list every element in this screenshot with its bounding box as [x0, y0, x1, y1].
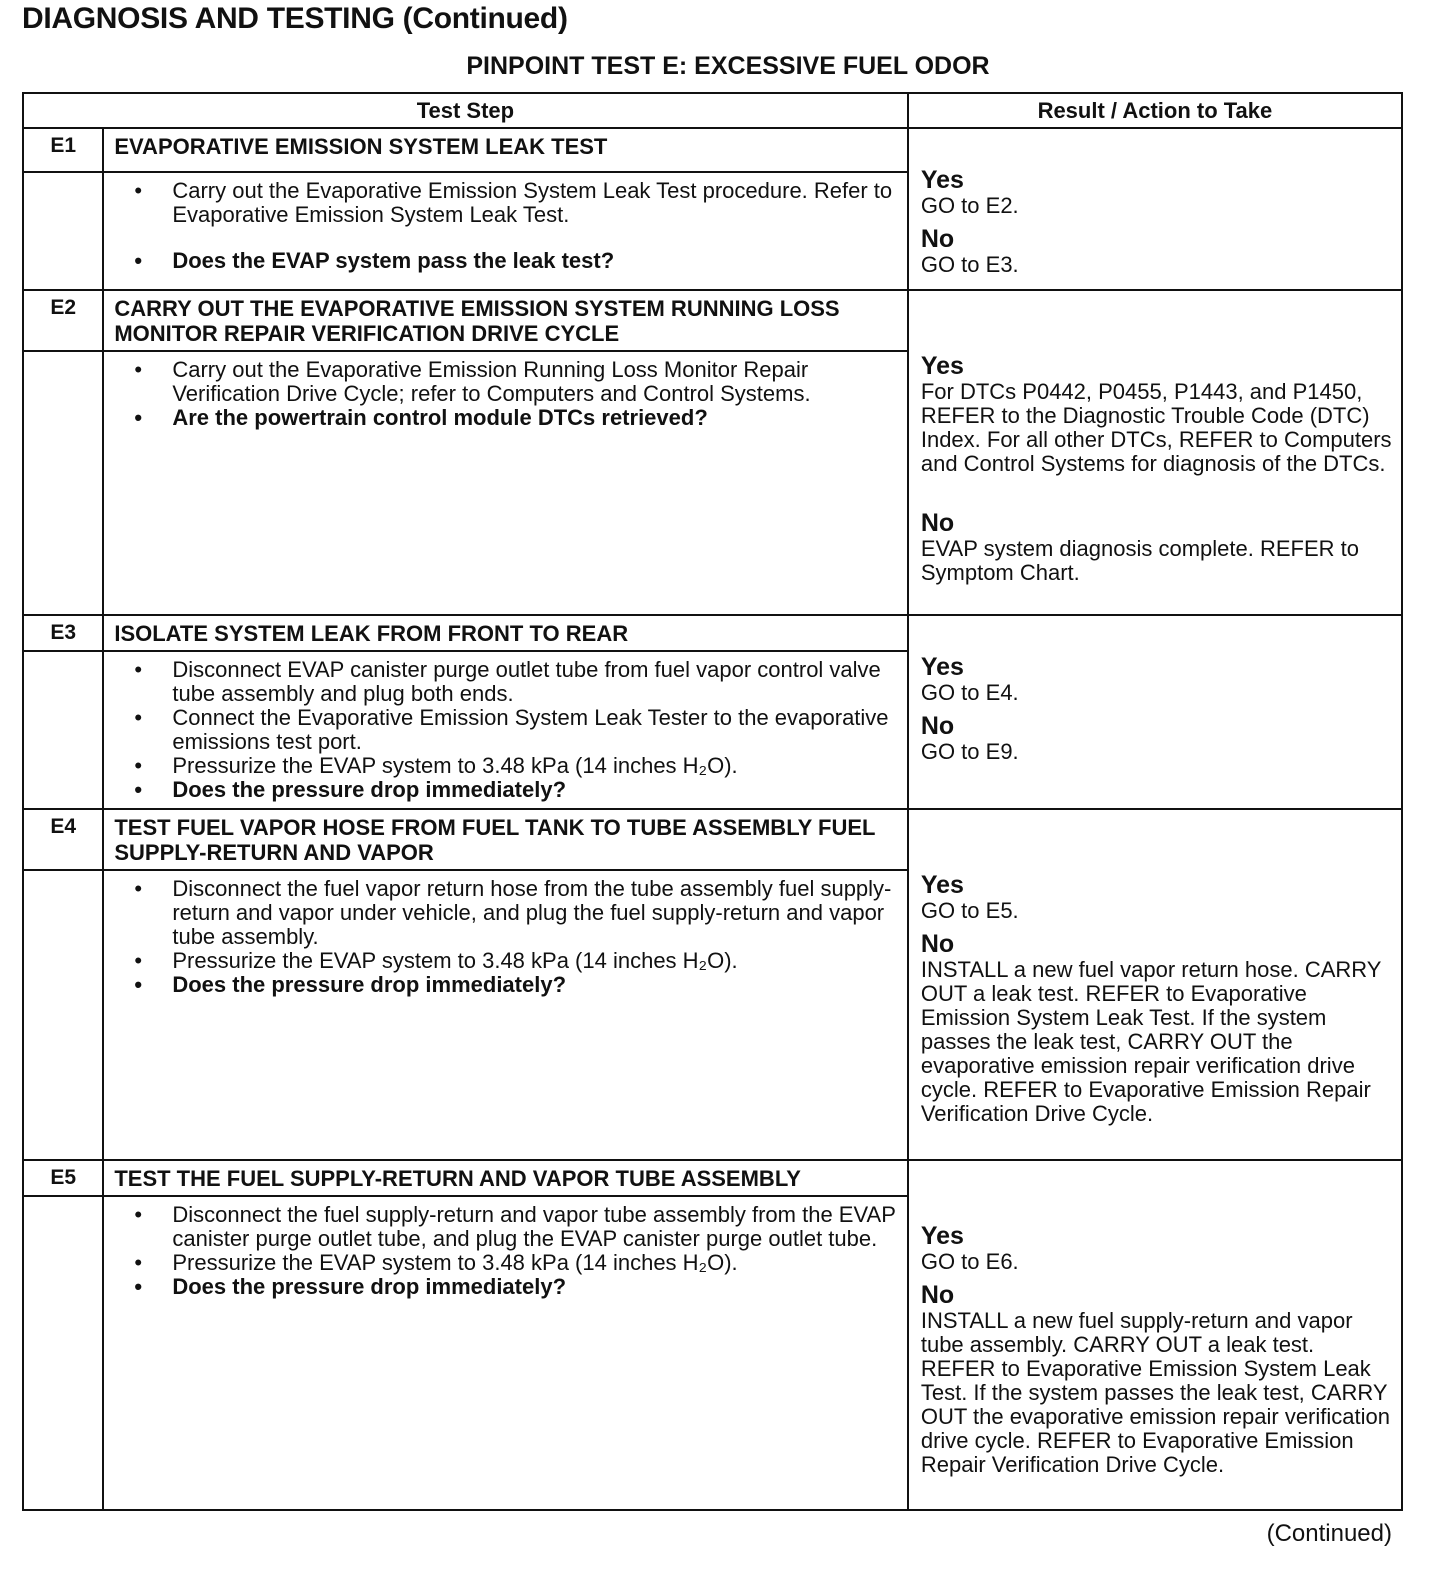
yes-action: GO to E6. — [920, 1249, 1019, 1274]
step-body — [103, 870, 908, 1160]
test-step-e1 — [23, 128, 1402, 290]
no-action: GO to E9. — [920, 739, 1019, 764]
no-label: No — [920, 225, 955, 253]
list-item: • Pressurize the EVAP system to 3.48 kPa (14 inches H₂O). — [172, 949, 897, 973]
step-result — [908, 809, 1402, 1160]
step-result — [908, 1160, 1402, 1510]
yes-label: Yes — [920, 166, 964, 194]
list-item: • Does the pressure drop immediately? — [172, 778, 897, 802]
step-title: ISOLATE SYSTEM LEAK FROM FRONT TO REAR — [103, 615, 908, 651]
list-item: • Does the pressure drop immediately? — [172, 973, 897, 997]
no-action: GO to E3. — [920, 252, 1019, 277]
test-step-e4 — [23, 809, 1402, 1160]
step-id: E1 — [23, 128, 103, 172]
column-header-test-step: Test Step — [23, 93, 908, 128]
list-item: • Disconnect the fuel vapor return hose from the tube assembly fuel supply-return and vapor under vehicle, and plug the fuel supply-return and vapor tube assembly. — [172, 877, 897, 949]
yes-action: GO to E4. — [920, 680, 1019, 705]
yes-label: Yes — [920, 352, 964, 380]
step-spacer — [23, 651, 103, 809]
table-header-row — [23, 93, 1402, 128]
no-label: No — [920, 1281, 955, 1309]
step-body — [103, 351, 908, 615]
step-result — [908, 615, 1402, 809]
step-id: E2 — [23, 290, 103, 351]
step-id: E3 — [23, 615, 103, 651]
step-spacer — [23, 172, 103, 290]
yes-label: Yes — [920, 653, 964, 681]
list-item: • Carry out the Evaporative Emission Running Loss Monitor Repair Verification Drive Cycle; refer to Computers and Control Systems. — [172, 358, 897, 406]
list-item: • Pressurize the EVAP system to 3.48 kPa (14 inches H₂O). — [172, 1251, 897, 1275]
step-id: E4 — [23, 809, 103, 870]
list-item: • Carry out the Evaporative Emission System Leak Test procedure. Refer to Evaporative Emission System Leak Test. — [172, 179, 897, 227]
no-action: INSTALL a new fuel vapor return hose. CARRY OUT a leak test. REFER to Evaporative Emission System Leak Test. If the system passes the leak test, CARRY OUT the evaporative emission repair verification drive cycle. REFER to Evaporative Emission Repair Verification Drive Cycle. — [920, 957, 1382, 1126]
pinpoint-test-title: PINPOINT TEST E: EXCESSIVE FUEL ODOR — [466, 52, 990, 80]
pinpoint-test-table — [22, 92, 1403, 1511]
yes-action: GO to E5. — [920, 898, 1019, 923]
list-item: • Disconnect EVAP canister purge outlet tube from fuel vapor control valve tube assembly and plug both ends. — [172, 658, 897, 706]
step-result — [908, 290, 1402, 615]
step-body — [103, 172, 908, 290]
no-action: INSTALL a new fuel supply-return and vapor tube assembly. CARRY OUT a leak test. REFER to Evaporative Emission System Leak Test. If the system passes the leak test, CARRY OUT the evaporative emission repair verification drive cycle. REFER to Evaporative Emission Repair Verification Drive Cycle. — [920, 1308, 1390, 1477]
section-title: DIAGNOSIS AND TESTING (Continued) — [22, 2, 568, 35]
no-action: EVAP system diagnosis complete. REFER to Symptom Chart. — [920, 536, 1359, 585]
step-spacer — [23, 351, 103, 615]
list-item: • Are the powertrain control module DTCs retrieved? — [172, 406, 897, 430]
list-item: • Does the EVAP system pass the leak test? — [172, 249, 897, 273]
step-spacer — [23, 1196, 103, 1510]
no-label: No — [920, 930, 955, 958]
yes-label: Yes — [920, 871, 964, 899]
list-item: • Does the pressure drop immediately? — [172, 1275, 897, 1299]
step-body — [103, 651, 908, 809]
list-item: • Connect the Evaporative Emission System Leak Tester to the evaporative emissions test port. — [172, 706, 897, 754]
test-step-e5 — [23, 1160, 1402, 1510]
step-body — [103, 1196, 908, 1510]
column-header-result: Result / Action to Take — [908, 93, 1402, 128]
step-result — [908, 128, 1402, 290]
step-id: E5 — [23, 1160, 103, 1196]
no-label: No — [920, 712, 955, 740]
yes-action: GO to E2. — [920, 193, 1019, 218]
list-item: • Pressurize the EVAP system to 3.48 kPa (14 inches H₂O). — [172, 754, 897, 778]
step-title: EVAPORATIVE EMISSION SYSTEM LEAK TEST — [103, 128, 908, 172]
step-title: TEST FUEL VAPOR HOSE FROM FUEL TANK TO TUBE ASSEMBLY FUEL SUPPLY-RETURN AND VAPOR — [103, 809, 908, 870]
test-step-e3 — [23, 615, 1402, 809]
list-item: • Disconnect the fuel supply-return and vapor tube assembly from the EVAP canister purge outlet tube, and plug the EVAP canister purge outlet tube. — [172, 1203, 897, 1251]
no-label: No — [920, 509, 955, 537]
step-title: CARRY OUT THE EVAPORATIVE EMISSION SYSTEM RUNNING LOSS MONITOR REPAIR VERIFICATION DRIVE CYCLE — [103, 290, 908, 351]
yes-label: Yes — [920, 1222, 964, 1250]
step-title: TEST THE FUEL SUPPLY-RETURN AND VAPOR TUBE ASSEMBLY — [103, 1160, 908, 1196]
test-step-e2 — [23, 290, 1402, 615]
yes-action: For DTCs P0442, P0455, P1443, and P1450, REFER to the Diagnostic Trouble Code (DTC) Index. For all other DTCs, REFER to Computers and Control Systems for diagnosis of the DTCs. — [920, 379, 1392, 476]
step-spacer — [23, 870, 103, 1160]
continued-note: (Continued) — [1266, 1520, 1392, 1547]
